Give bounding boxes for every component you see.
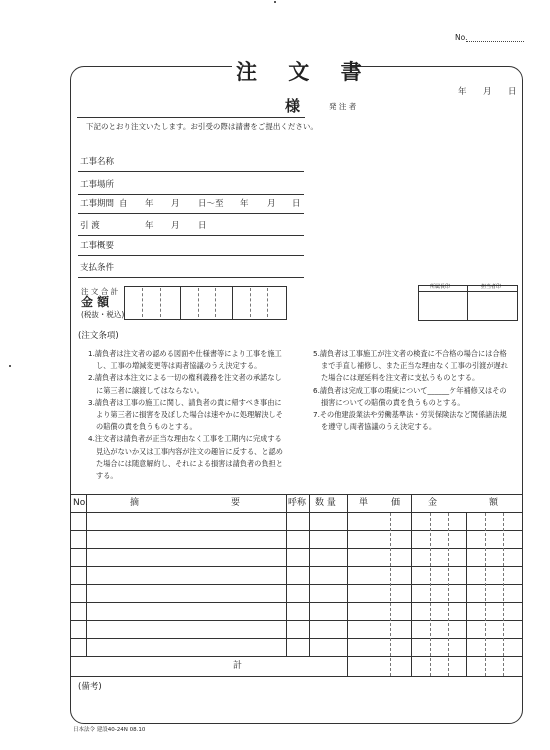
term-line: を遵守し両者協議のうえ決定する。 xyxy=(321,422,437,432)
project-place-field[interactable] xyxy=(78,194,304,195)
number-label: No. xyxy=(455,33,468,42)
project-place-label: 工事場所 xyxy=(80,180,115,190)
footer-code: 日本法令 建設40-24N 08.10 xyxy=(73,727,146,733)
term-line: 5.請負者は工事施工が注文者の検査に不合格の場合には合格 xyxy=(313,349,507,358)
term-line: に第三者に譲渡してはならない。 xyxy=(96,385,204,395)
col-header-amount-1: 金 xyxy=(428,498,438,508)
delivery-day: 日 xyxy=(198,221,207,231)
period-month-2: 月 xyxy=(267,199,276,209)
term-line: 1.請負者は注文者の認める図面や仕様書等により工事を施工 xyxy=(88,349,282,358)
remarks-label: (備考) xyxy=(78,682,102,692)
summary-field[interactable] xyxy=(78,255,304,256)
date-day-label: 日 xyxy=(508,87,517,97)
total-label: 計 xyxy=(233,661,243,671)
delivery-field[interactable] xyxy=(78,235,304,236)
term-line: 損害についての賠償の責を負うものとする。 xyxy=(321,397,465,407)
amount-caption: 注 文 合 計 xyxy=(81,287,119,296)
delivery-year: 年 xyxy=(145,221,154,231)
project-name-label: 工事名称 xyxy=(80,157,115,167)
delivery-label: 引 渡 xyxy=(80,221,100,231)
payment-label: 支払条件 xyxy=(80,263,115,273)
term-line: 3.請負者は工事の施工に関し、請負者の責に帰すべき事由に xyxy=(88,397,282,407)
term-line: より第三者に損害を及ぼした場合は速やかに処理解決しそ xyxy=(96,410,283,420)
term-line: まで手直し補修し、また正当な理由なく工事の引渡が遅れ xyxy=(321,361,508,371)
stamp-manager-label: 所属長印 xyxy=(430,284,451,290)
term-line: の賠償の責を負うものとする。 xyxy=(96,422,197,432)
term-line: 6.請負者は完成工事の瑕疵について______ケ年補修又はその xyxy=(313,385,507,395)
term-line: 2.請負者は本注文による一切の権利義務を注文者の承諾なし xyxy=(88,373,282,383)
term-line: する。 xyxy=(96,471,118,481)
summary-label: 工事概要 xyxy=(80,241,115,251)
intro-text: 下記のとおり注文いたします。お引受の際は請書をご提出ください。 xyxy=(86,122,318,131)
terms-left xyxy=(88,348,283,482)
amount-label: 金 額 xyxy=(81,295,110,309)
page-title: 注 文 書 xyxy=(236,60,374,84)
date-year-label: 年 xyxy=(458,87,467,97)
period-day-2: 日 xyxy=(292,199,301,209)
stamp-staff-label: 担当者印 xyxy=(481,284,502,290)
period-to: 日〜至 xyxy=(198,199,224,209)
col-header-price-2: 価 xyxy=(391,498,401,508)
col-header-unit: 呼称 xyxy=(288,498,307,508)
remarks-field[interactable] xyxy=(90,690,510,718)
col-header-price-1: 単 xyxy=(359,498,369,508)
term-line: 4.注文者は請負者が正当な理由なく工事を工期内に完成する xyxy=(88,434,282,444)
col-header-quantity: 数 量 xyxy=(315,498,336,508)
issuer-label: 発 注 者 xyxy=(329,102,357,111)
period-year-1: 年 xyxy=(145,199,154,209)
project-name-field[interactable] xyxy=(78,171,304,172)
date-month-label: 月 xyxy=(483,87,492,97)
period-field[interactable] xyxy=(78,213,304,214)
delivery-month: 月 xyxy=(171,221,180,231)
term-line: 7.その他建設業法や労働基準法・労災保険法など関係諸法規 xyxy=(313,410,507,420)
col-header-no: No. xyxy=(73,498,88,508)
addressee-suffix: 様 xyxy=(285,97,301,115)
col-header-amount-2: 額 xyxy=(489,498,499,508)
term-line: 見込がないか又は工事内容が注文の趣旨に反する、と認め xyxy=(96,446,283,456)
period-year-2: 年 xyxy=(240,199,249,209)
number-field[interactable] xyxy=(466,41,524,42)
period-month-1: 月 xyxy=(171,199,180,209)
term-line: た場合には随意解約し、それによる損害は請負者の負担と xyxy=(96,458,283,468)
period-label: 工事期間 xyxy=(80,199,115,209)
term-line: し、工事の増減変更等は両者協議のうえ決定する。 xyxy=(96,361,262,371)
term-line: た場合には遅延料を注文者に支払うものとする。 xyxy=(321,373,480,383)
col-header-description-1: 摘 xyxy=(130,498,140,508)
amount-tax-note: (税抜・税込) xyxy=(81,310,125,319)
period-from: 自 xyxy=(119,199,128,209)
col-header-description-2: 要 xyxy=(231,498,241,508)
terms-heading: (注文条項) xyxy=(78,331,119,341)
payment-field[interactable] xyxy=(78,277,304,278)
terms-right xyxy=(313,348,508,433)
amount-box[interactable] xyxy=(124,286,287,320)
